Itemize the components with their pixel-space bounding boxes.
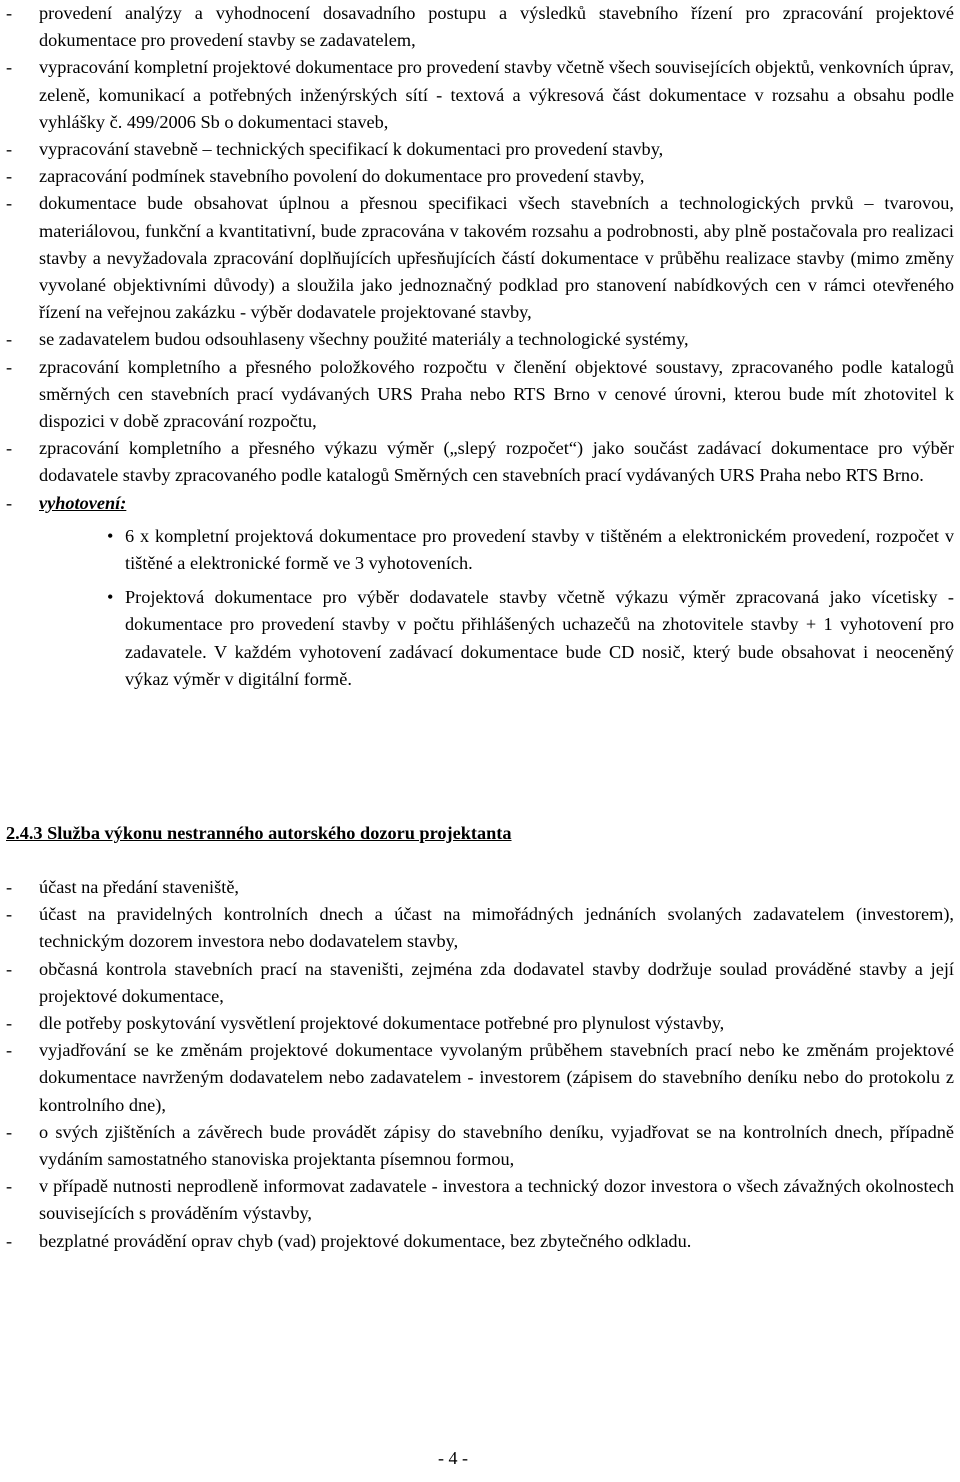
list-item: - zapracování podmínek stavebního povolení do dokumentace pro provedení stavby,	[6, 163, 954, 190]
bullet-item: • Projektová dokumentace pro výběr dodavatele stavby včetně výkazu výměr zpracovaná jako vícetisky - dokumentace pro provedení stavby v počtu přihlášených uchazečů na zhotovitele stavby + 1 vyhotovení pro zadavatele. V každém vyhotovení zadávací dokumentace bude CD nosič, který bude obsahovat i neoceněný výkaz výměr v digitální formě.	[39, 584, 954, 693]
list-item: - bezplatné provádění oprav chyb (vad) projektové dokumentace, bez zbytečného odkladu.	[6, 1228, 954, 1255]
list-item: - v případě nutnosti neprodleně informovat zadavatele - investora a technický dozor investora o všech závažných okolnostech souvisejících s prováděním výstavby,	[6, 1173, 954, 1227]
list-item: - dokumentace bude obsahovat úplnou a přesnou specifikaci všech stavebních a technologických prvků – tvarovou, materiálovou, funkční a kvantitativní, bude zpracována v takovém rozsahu a podrobnosti, aby plně postačovala pro realizaci stavby a nevyžadovala zpracování doplňujících upřesňujících částí dokumentace v průběhu realizace stavby (mimo změny vyvolané objektivními důvody) a sloužila jako jednoznačný podklad pro stanovení nabídkových cen v rámci otevřeného řízení na veřejnou zakázku - výběr dodavatele projektované stavby,	[6, 190, 954, 326]
list-item: - zpracování kompletního a přesného položkového rozpočtu v členění objektové soustavy, zpracovaného podle katalogů směrných cen stavebních prací vydávaných URS Praha nebo RTS Brno v cenové úrovni, kterou bude mít zhotovitel k dispozici v době zpracování rozpočtu,	[6, 354, 954, 436]
list-item: - zpracování kompletního a přesného výkazu výměr („slepý rozpočet“) jako součást zadávací dokumentace pro výběr dodavatele stavby zpracovaného podle katalogů Směrných cen stavebních prací vydávaných URS Praha nebo RTS Brno.	[6, 435, 954, 489]
page-number: - 4 -	[438, 1448, 468, 1468]
list-item: - o svých zjištěních a závěrech bude provádět zápisy do stavebního deníku, vyjadřovat se na kontrolních dnech, případně vydáním samostatného stanoviska projektanta písemnou formou,	[6, 1119, 954, 1173]
author-supervision-section	[6, 874, 954, 1255]
bullet-list	[39, 523, 954, 693]
list-item: - se zadavatelem budou odsouhlaseny všechny použité materiály a technologické systémy,	[6, 326, 954, 353]
project-documentation-section	[6, 0, 954, 700]
list-item: - účast na pravidelných kontrolních dnech a účast na mimořádných jednáních svolaných zadavatelem (investorem), technickým dozorem investora nebo dodavatelem stavby,	[6, 901, 954, 955]
list-item: - vypracování stavebně – technických specifikací k dokumentaci pro provedení stavby,	[6, 136, 954, 163]
list-item: - dle potřeby poskytování vysvětlení projektové dokumentace potřebné pro plynulost výstavby,	[6, 1010, 954, 1037]
dash-list	[6, 0, 954, 693]
bullet-item: • 6 x kompletní projektová dokumentace pro provedení stavby v tištěném a elektronickém provedení, rozpočet v tištěné a elektronické formě ve 3 vyhotoveních.	[39, 523, 954, 577]
section-heading: 2.4.3 Služba výkonu nestranného autorského dozoru projektanta	[6, 823, 512, 843]
dash-list	[6, 874, 954, 1255]
list-item: - provedení analýzy a vyhodnocení dosavadního postupu a výsledků stavebního řízení pro zpracování projektové dokumentace pro provedení stavby se zadavatelem,	[6, 0, 954, 54]
list-item: - účast na předání staveniště,	[6, 874, 954, 901]
vyhotoveni-label: vyhotovení:	[39, 492, 127, 513]
list-item: - vyjadřování se ke změnám projektové dokumentace vyvolaným průběhem stavebních prací nebo ke změnám projektové dokumentace navrženým dodavatelem nebo zadavatelem - investorem (zápisem do stavebního deníku nebo do protokolu z kontrolního dne),	[6, 1037, 954, 1119]
list-item: - občasná kontrola stavebních prací na staveništi, zejména zda dodavatel stavby dodržuje soulad prováděné stavby a její projektové dokumentace,	[6, 956, 954, 1010]
list-item: - vypracování kompletní projektové dokumentace pro provedení stavby včetně všech souvisejících objektů, venkovních úprav, zeleně, komunikací a potřebných inženýrských sítí - textová a výkresová část dokumentace v rozsahu a obsahu podle vyhlášky č. 499/2006 Sb o dokumentaci staveb,	[6, 54, 954, 136]
vyhotoveni-item	[6, 490, 954, 693]
